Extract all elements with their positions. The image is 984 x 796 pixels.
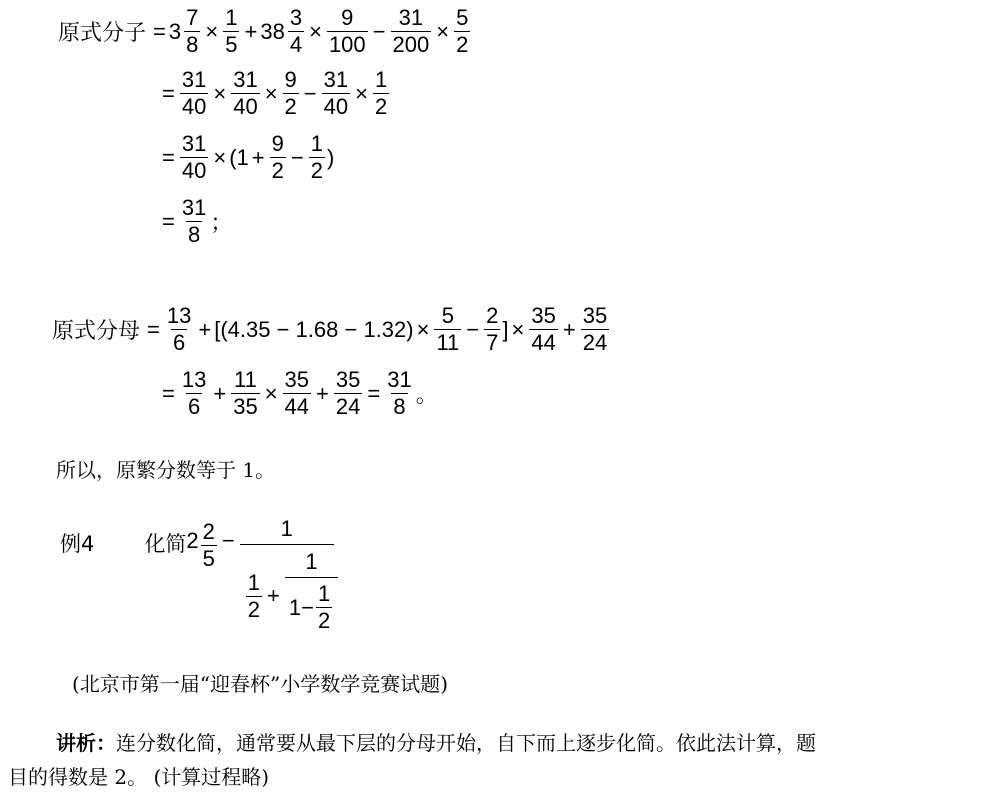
denominator-label: 原式分母 [52, 319, 141, 345]
fraction: $\frac{3}{4}$ [289, 5, 303, 58]
fraction: $\frac{13}{6}$ [166, 303, 192, 356]
analysis-heading: 讲析： [56, 731, 116, 755]
numerator-line-3: = $\frac{31}{40}$ × (1 + $\frac{9}{2}$ − $\frac{1}{2}$ ) [162, 131, 335, 184]
continued-fraction: 1 $\frac{1}{2}$ + 1 1− $\frac{1}{2}$ [240, 516, 334, 633]
fraction: $\frac{31}{8}$ [387, 367, 412, 420]
fraction: $\frac{35}{24}$ [335, 367, 361, 420]
fraction: $\frac{9}{2}$ [271, 131, 284, 184]
numerator-label: 原式分子 [58, 21, 147, 47]
example-task: 化简 [144, 532, 187, 556]
numerator-line-4: = $\frac{31}{8}$ ； [162, 195, 233, 248]
fraction: $\frac{5}{11}$ [436, 303, 460, 356]
fraction: $\frac{31}{40}$ [323, 67, 349, 120]
fraction: $\frac{31}{40}$ [233, 67, 258, 120]
fraction: $\frac{1}{2}$ [247, 569, 260, 622]
fraction: $\frac{7}{8}$ [186, 5, 199, 58]
fraction: $\frac{35}{44}$ [531, 303, 556, 356]
fraction: $\frac{11}{35}$ [233, 367, 258, 420]
fraction: $\frac{13}{6}$ [181, 367, 207, 420]
fraction: $\frac{2}{7}$ [486, 303, 499, 356]
example-label: 例4 [60, 532, 95, 556]
denominator-line-1: 原式分母 = $\frac{13}{6}$ + [(4.35 − 1.68 − 1.32) × $\frac{5}{11}$ − $\frac{2}{7}$ ] × $\frac{35}{44}$ + $\frac{35}{24}$ [52, 303, 608, 356]
fraction: $\frac{35}{44}$ [284, 367, 310, 420]
fraction: $\frac{9}{100}$ [328, 5, 366, 58]
fraction: $\frac{1}{2}$ [317, 581, 331, 634]
source-citation: (北京市第一届“迎春杯”小学数学竞赛试题) [72, 672, 449, 696]
fraction: $\frac{31}{40}$ [181, 67, 207, 120]
fraction: $\frac{31}{40}$ [181, 131, 207, 184]
numerator-line-2: = $\frac{31}{40}$ × $\frac{31}{40}$ × $\frac{9}{2}$ − $\frac{31}{40}$ × $\frac{1}{2}$ [162, 67, 388, 120]
denominator-line-2: = $\frac{13}{6}$ + $\frac{11}{35}$ × $\frac{35}{44}$ + $\frac{35}{24}$ = $\frac{31}{8}$ 。 [162, 367, 438, 420]
fraction: $\frac{1}{2}$ [310, 131, 323, 184]
fraction: $\frac{1}{2}$ [375, 67, 388, 120]
fraction: $\frac{1}{5}$ [225, 5, 238, 58]
numerator-line-1: 原式分子 = 3 $\frac{7}{8}$ × $\frac{1}{5}$ + 38 $\frac{3}{4}$ × $\frac{9}{100}$ − $\frac{31}{200}$ × $\frac{5}{2}$ [58, 5, 469, 58]
inner-fraction: 1 1− $\frac{1}{2}$ [285, 549, 338, 633]
fraction: $\frac{2}{5}$ [202, 519, 215, 572]
fraction: $\frac{31}{8}$ [181, 195, 207, 248]
example-4: 例4 化简 2 $\frac{2}{5}$ − 1 $\frac{1}{2}$ + 1 1− $\frac{1}{2}$ [60, 522, 336, 633]
fraction: $\frac{9}{2}$ [284, 67, 297, 120]
conclusion-text: 所以，原繁分数等于 1。 [56, 458, 276, 482]
fraction: $\frac{31}{200}$ [392, 5, 430, 58]
analysis-line-1: 讲析：连分数化简，通常要从最下层的分母开始，自下而上逐步化简。依此法计算，题 [56, 731, 816, 755]
analysis-line-2: 目的得数是 2。 (计算过程略) [8, 765, 270, 789]
fraction: $\frac{5}{2}$ [456, 5, 469, 58]
fraction: $\frac{35}{24}$ [582, 303, 608, 356]
